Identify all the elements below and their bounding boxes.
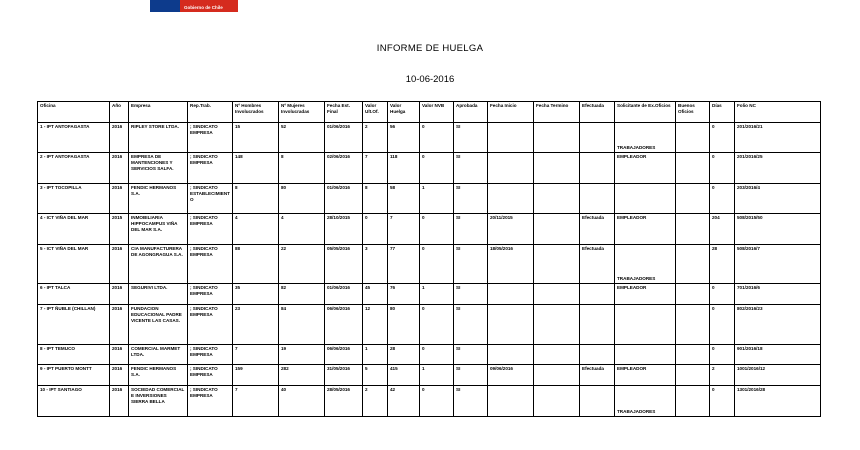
table-row	[38, 184, 821, 214]
table-cell: 2016	[110, 345, 129, 365]
table-cell	[580, 284, 615, 305]
table-cell: EMPLEADOR	[615, 153, 676, 184]
table-cell: 10 - IPT SANTIAGO	[38, 386, 110, 417]
table-cell: 22	[279, 245, 325, 284]
column-header: Buenos Oficios	[676, 102, 710, 123]
table-cell: 01/06/2016	[325, 184, 363, 214]
table-row	[38, 386, 821, 417]
table-cell: 42	[388, 386, 420, 417]
table-cell: 201/2016/21	[735, 123, 821, 153]
table-cell: 28	[710, 245, 735, 284]
table-cell	[488, 386, 534, 417]
table-cell: SOCIEDAD COMERCIAL E INVERSIONES SIERRA BELLA	[129, 386, 188, 417]
table-cell: 0	[363, 214, 388, 245]
table-cell: COMERCIAL MARMET LTDA.	[129, 345, 188, 365]
table-cell: 6 - IPT TALCA	[38, 284, 110, 305]
column-header: Oficina	[38, 102, 110, 123]
logo-blue-block	[150, 0, 180, 12]
table-cell	[676, 386, 710, 417]
table-cell: FENDIC HERMANOS S.A.	[129, 184, 188, 214]
table-cell: ; SINDICATO EMPRESA	[188, 153, 233, 184]
table-cell	[676, 345, 710, 365]
table-cell: Efectuada	[580, 214, 615, 245]
table-cell: 0	[420, 123, 454, 153]
table-cell	[488, 305, 534, 345]
table-cell: Efectuada	[580, 245, 615, 284]
table-cell	[580, 184, 615, 214]
table-cell: SI	[454, 386, 488, 417]
table-cell: 3	[363, 245, 388, 284]
table-cell	[534, 386, 580, 417]
table-cell: CIA MANUFACTURERA DE AGONGRAGUA S.A.	[129, 245, 188, 284]
table-cell	[580, 386, 615, 417]
table-cell: 31/05/2016	[325, 365, 363, 386]
table-cell: SI	[454, 123, 488, 153]
table-cell: 58	[388, 184, 420, 214]
table-cell: 28/05/2016	[325, 386, 363, 417]
table-cell: 2016	[110, 123, 129, 153]
table-cell: 4 - ICT VIÑA DEL MAR	[38, 214, 110, 245]
table-row	[38, 284, 821, 305]
table-cell: 5	[363, 365, 388, 386]
column-header: Solicitante de Ex.Oficios	[615, 102, 676, 123]
table-cell: 35	[233, 284, 279, 305]
report-date: 10-06-2016	[405, 74, 455, 85]
table-cell: 1301/2016/28	[735, 386, 821, 417]
table-cell: 0	[420, 245, 454, 284]
table-cell: 88	[233, 245, 279, 284]
table-cell: TRABAJADORES	[615, 386, 676, 417]
table-cell	[676, 365, 710, 386]
table-cell	[580, 153, 615, 184]
table-cell: 52	[279, 123, 325, 153]
table-cell: 0	[420, 153, 454, 184]
table-cell	[615, 305, 676, 345]
table-cell: 80	[279, 184, 325, 214]
table-cell	[615, 184, 676, 214]
table-cell	[676, 184, 710, 214]
table-cell	[580, 345, 615, 365]
table-cell: 0	[710, 305, 735, 345]
table-cell: ; SINDICATO EMPRESA	[188, 245, 233, 284]
table-cell: 8	[233, 184, 279, 214]
table-cell: 2016	[110, 184, 129, 214]
table-cell: 1001/2016/12	[735, 365, 821, 386]
table-cell: 2016	[110, 365, 129, 386]
table-cell: FUNDACION EDUCACIONAL PADRE VICENTE LAS CASAS.	[129, 305, 188, 345]
table-cell	[534, 184, 580, 214]
table-cell: ; SINDICATO EMPRESA	[188, 345, 233, 365]
table-cell: 0	[420, 305, 454, 345]
table-cell: 05/05/2016	[325, 245, 363, 284]
table-cell: EMPLEADOR	[615, 284, 676, 305]
table-cell: 1	[363, 345, 388, 365]
table-cell: 23	[233, 305, 279, 345]
table-cell: 5 - ICT VIÑA DEL MAR	[38, 245, 110, 284]
table-cell: 2016	[110, 284, 129, 305]
table-row	[38, 123, 821, 153]
table-cell	[534, 153, 580, 184]
table-cell: 06/06/2016	[325, 345, 363, 365]
table-row	[38, 305, 821, 345]
table-cell: 159	[233, 365, 279, 386]
table-cell: 203/2016/4	[735, 184, 821, 214]
table-cell	[488, 123, 534, 153]
column-header: Nº Mujeres Involucradas	[279, 102, 325, 123]
table-cell: ; SINDICATO EMPRESA	[188, 284, 233, 305]
table-cell: 7 - IPT ÑUBLE (CHILLAN)	[38, 305, 110, 345]
table-cell	[676, 153, 710, 184]
column-header: Valor NVB	[420, 102, 454, 123]
gobierno-logo	[150, 0, 238, 12]
column-header: Días	[710, 102, 735, 123]
table-cell: 80	[388, 305, 420, 345]
table-cell: 118	[388, 153, 420, 184]
table-cell: 0	[710, 153, 735, 184]
table-cell: 0	[420, 386, 454, 417]
table-cell: SI	[454, 153, 488, 184]
table-cell: 2016	[110, 245, 129, 284]
table-cell: 0	[420, 345, 454, 365]
table-cell: ; SINDICATO EMPRESA	[188, 365, 233, 386]
table-cell	[676, 214, 710, 245]
table-cell	[534, 123, 580, 153]
column-header: Empresa	[129, 102, 188, 123]
table-cell: 7	[233, 386, 279, 417]
table-cell: 802/2016/23	[735, 305, 821, 345]
table-cell: 148	[233, 153, 279, 184]
table-cell: 8	[279, 153, 325, 184]
table-cell: 901/2016/18	[735, 345, 821, 365]
table-cell: ; SINDICATO ESTABLECIMIENTO	[188, 184, 233, 214]
table-row	[38, 345, 821, 365]
table-cell: EMPRESA DE MANTENCIONES Y SERVICIOS SALFA.	[129, 153, 188, 184]
table-row	[38, 365, 821, 386]
table-cell	[676, 245, 710, 284]
table-cell: 12	[363, 305, 388, 345]
table-cell: 56	[388, 123, 420, 153]
table-cell: TRABAJADORES	[615, 123, 676, 153]
table-cell: 4	[279, 214, 325, 245]
table-cell: 282	[279, 365, 325, 386]
table-cell: 40	[279, 386, 325, 417]
table-cell: FENDIC HERMANOS S.A.	[129, 365, 188, 386]
report-title: INFORME DE HUELGA	[376, 43, 484, 54]
table-cell: SI	[454, 365, 488, 386]
table-cell: 8 - IPT TEMUCO	[38, 345, 110, 365]
table-cell: 1	[420, 365, 454, 386]
table-cell: EMPLEADOR	[615, 214, 676, 245]
table-row	[38, 153, 821, 184]
column-header: Efectuada	[580, 102, 615, 123]
table-cell: 2 - IPT ANTOFAGASTA	[38, 153, 110, 184]
table-cell: 01/06/2016	[325, 123, 363, 153]
column-header: Nº Hombres Involucrados	[233, 102, 279, 123]
table-cell: SEGURIVI LTDA.	[129, 284, 188, 305]
table-cell	[534, 345, 580, 365]
table-cell: 2	[363, 386, 388, 417]
table-cell: SI	[454, 245, 488, 284]
table-cell: 508/2016/7	[735, 245, 821, 284]
table-cell: 0	[710, 345, 735, 365]
table-cell: Efectuada	[580, 365, 615, 386]
table-cell	[676, 284, 710, 305]
table-cell: 77	[388, 245, 420, 284]
table-cell: 204	[710, 214, 735, 245]
column-header: Fecha Est. Final	[325, 102, 363, 123]
table-cell: 508/2015/50	[735, 214, 821, 245]
table-cell: 2015	[110, 214, 129, 245]
table-cell: 0	[710, 184, 735, 214]
column-header: Valor Ult.Of.	[363, 102, 388, 123]
column-header: Fecha Termino	[534, 102, 580, 123]
table-cell: 15	[233, 123, 279, 153]
table-cell: 0	[420, 214, 454, 245]
column-header: Rep.Trab.	[188, 102, 233, 123]
table-row	[38, 245, 821, 284]
table-cell: 76	[388, 284, 420, 305]
table-cell: RIPLEY STORE LTDA.	[129, 123, 188, 153]
table-cell: 2	[710, 365, 735, 386]
table-cell	[488, 153, 534, 184]
table-cell: EMPLEADOR	[615, 365, 676, 386]
table-cell: SI	[454, 214, 488, 245]
table-row	[38, 214, 821, 245]
table-cell	[534, 365, 580, 386]
table-cell: 2	[363, 123, 388, 153]
column-header: Año	[110, 102, 129, 123]
table-cell: TRABAJADORES	[615, 245, 676, 284]
table-cell: SI	[454, 345, 488, 365]
table-cell: SI	[454, 305, 488, 345]
table-cell: 01/06/2016	[325, 284, 363, 305]
column-header: Aprobada	[454, 102, 488, 123]
table-cell	[580, 305, 615, 345]
table-cell: SI	[454, 284, 488, 305]
table-cell: 9 - IPT PUERTO MONTT	[38, 365, 110, 386]
table-cell: 2016	[110, 386, 129, 417]
column-header: Folio NC	[735, 102, 821, 123]
table-cell: 0	[710, 386, 735, 417]
table-cell: 45	[363, 284, 388, 305]
table-cell: INMOBILIARIA HIPPOCAMPUS VIÑA DEL MAR S.A.	[129, 214, 188, 245]
table-cell	[534, 245, 580, 284]
table-cell: 7	[233, 345, 279, 365]
table-cell: 201/2016/25	[735, 153, 821, 184]
table-cell: 2016	[110, 305, 129, 345]
table-cell: 415	[388, 365, 420, 386]
table-cell: 28	[388, 345, 420, 365]
table-cell	[580, 123, 615, 153]
table-cell: 7	[363, 153, 388, 184]
table-cell: 0	[710, 284, 735, 305]
column-header: Valor Huelga	[388, 102, 420, 123]
table-cell	[676, 305, 710, 345]
table-cell: ; SINDICATO EMPRESA	[188, 123, 233, 153]
table-cell: 06/06/2016	[325, 305, 363, 345]
table-cell: 0	[710, 123, 735, 153]
table-cell: 02/06/2016	[325, 153, 363, 184]
table-cell: 18/05/2016	[488, 245, 534, 284]
table-cell: 19	[279, 345, 325, 365]
table-cell: 1 - IPT ANTOFAGASTA	[38, 123, 110, 153]
table-cell: 8	[363, 184, 388, 214]
table-cell: 2016	[110, 153, 129, 184]
logo-text: Gobierno de Chile	[180, 0, 238, 12]
table-cell	[488, 345, 534, 365]
table-cell: 82	[279, 284, 325, 305]
table-cell: ; SINDICATO EMPRESA	[188, 214, 233, 245]
table-header-row	[38, 102, 821, 123]
table-cell: 701/2016/6	[735, 284, 821, 305]
table-cell: 4	[233, 214, 279, 245]
table-cell: SI	[454, 184, 488, 214]
table-cell	[676, 123, 710, 153]
table-cell: ; SINDICATO EMPRESA	[188, 305, 233, 345]
table-cell: 28/10/2015	[325, 214, 363, 245]
table-cell	[534, 284, 580, 305]
table-cell: 1	[420, 284, 454, 305]
table-cell	[615, 345, 676, 365]
table-cell: 20/11/2015	[488, 214, 534, 245]
table-cell	[488, 184, 534, 214]
table-cell: ; SINDICATO EMPRESA	[188, 386, 233, 417]
strike-report-table	[37, 101, 821, 417]
table-cell	[534, 214, 580, 245]
table-cell: 84	[279, 305, 325, 345]
table-cell	[534, 305, 580, 345]
table-cell: 3 - IPT TOCOPILLA	[38, 184, 110, 214]
table-cell: 09/06/2016	[488, 365, 534, 386]
table-cell: 1	[420, 184, 454, 214]
column-header: Fecha Inicio	[488, 102, 534, 123]
table-cell: 7	[388, 214, 420, 245]
table-cell	[488, 284, 534, 305]
